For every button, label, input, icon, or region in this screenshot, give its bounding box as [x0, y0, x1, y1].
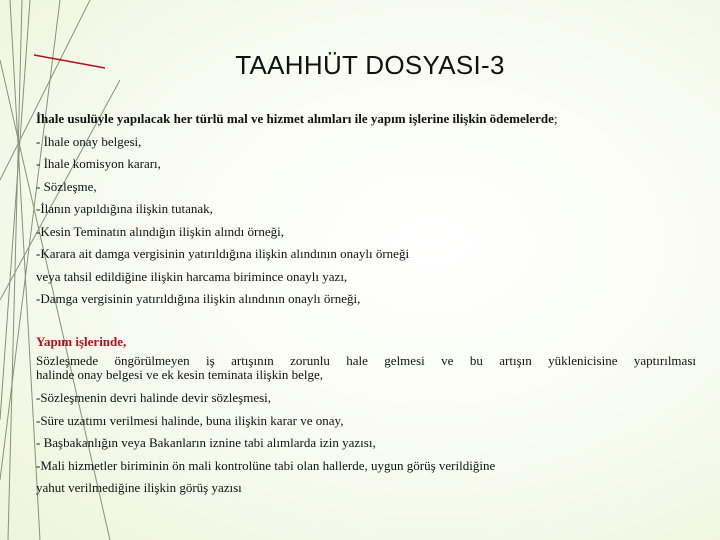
list-item: halinde onay belgesi ve ek kesin teminata ilişkin belge, — [36, 367, 324, 382]
list-item: - İhale onay belgesi, — [36, 133, 142, 149]
list-item: -İlanın yapıldığına ilişkin tutanak, — [36, 201, 213, 216]
list-item: - İhale komisyon kararı, — [36, 156, 161, 171]
list-item: yahut verilmediğine ilişkin görüş yazısı — [36, 480, 242, 495]
list-item: -Kesin Teminatın alındığın ilişkin alındı örneği, — [36, 223, 284, 239]
list-item: - Başbakanlığın veya Bakanların iznine tabi alımlarda izin yazısı, — [36, 435, 376, 450]
list-item: -Karara ait damga vergisinin yatırıldığına ilişkin alındının onaylı örneği — [36, 246, 410, 261]
list-item: -Mali hizmetler biriminin ön mali kontrolüne tabi olan hallerde, uygun görüş verildiğine — [36, 457, 496, 473]
list-item: -Damga vergisinin yatırıldığına ilişkin alındının onaylı örneği, — [36, 291, 361, 306]
section1-heading — [36, 108, 696, 131]
list-item: veya tahsil edildiğine ilişkin harcama birimince onaylı yazı, — [36, 268, 348, 284]
document-body — [36, 108, 696, 500]
list-item: -Sözleşmenin devri halinde devir sözleşmesi, — [36, 390, 272, 405]
section1-heading-tail: ; — [553, 111, 558, 126]
list-item: Sözleşmede öngörülmeyen iş artışının zorunlu hale gelmesi ve bu artışın yüklenicisine yaptırılması — [36, 353, 696, 368]
page-title: TAAHHÜT DOSYASI-3 — [235, 50, 505, 80]
list-item: - Sözleşme, — [36, 178, 97, 194]
section1-heading-text: İhale usulüyle yapılacak her türlü mal ve hizmet alımları ile yapım işlerine ilişkin ödemelerde — [36, 111, 554, 126]
section2-heading: Yapım işlerinde, — [36, 333, 127, 349]
list-item: -Süre uzatımı verilmesi halinde, buna ilişkin karar ve onay, — [36, 412, 344, 428]
